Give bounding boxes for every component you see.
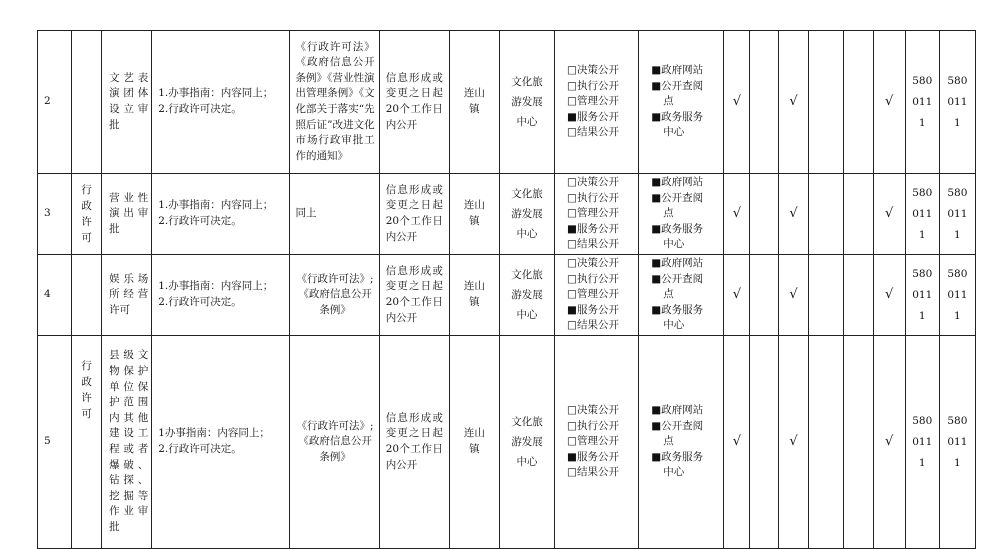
channel-option: ■政府网站 xyxy=(651,176,704,189)
code-cell xyxy=(939,31,975,174)
item-name-cell xyxy=(102,255,152,336)
disclosure-option: ■服务公开 xyxy=(567,303,619,316)
disclosure-option: □管理公开 xyxy=(567,288,619,301)
channel-option-cont: 中心 xyxy=(663,126,685,139)
item-name-cell xyxy=(102,31,152,174)
code-text: 5800111 xyxy=(912,74,933,129)
category-cell xyxy=(72,31,102,174)
channel-option-cont: 中心 xyxy=(663,238,685,251)
channel-option: ■公开查阅 xyxy=(651,79,704,92)
check-cell: √ xyxy=(873,174,905,255)
procedure-cell xyxy=(152,255,289,336)
channel-cell xyxy=(639,31,724,174)
disclosure-option: □结果公开 xyxy=(567,466,619,479)
row-number: 4 xyxy=(38,255,72,336)
code-cell xyxy=(905,255,939,336)
check-cell xyxy=(750,336,779,549)
channel-option-cont: 中心 xyxy=(663,319,685,332)
check-cell: √ xyxy=(779,255,808,336)
table-row xyxy=(38,255,976,336)
category-cell xyxy=(72,255,102,336)
category-cell xyxy=(72,336,102,549)
code-cell xyxy=(905,31,939,174)
dept-text: 文化旅游发展中心 xyxy=(511,269,543,321)
code-text: 5800111 xyxy=(947,186,968,241)
disclosure-option: ■服务公开 xyxy=(567,110,619,123)
code-text: 5800111 xyxy=(912,186,933,241)
check-cell xyxy=(843,336,873,549)
code-text: 5800111 xyxy=(947,267,968,322)
disclosure-option: ■服务公开 xyxy=(567,222,619,235)
disclosure-option: □执行公开 xyxy=(567,419,619,432)
check-cell xyxy=(750,255,779,336)
procedure-cell xyxy=(152,31,289,174)
term-text: 信息形成或变更之日起20个工作日内公开 xyxy=(385,71,443,131)
channel-option-cont: 点 xyxy=(663,435,674,448)
channel-option-cont: 点 xyxy=(663,207,674,220)
row-number: 3 xyxy=(38,174,72,255)
table-row xyxy=(38,174,976,255)
town-cell xyxy=(449,174,499,255)
disclosure-option: □执行公开 xyxy=(567,272,619,285)
term-cell xyxy=(379,336,449,549)
item-name: 营业性演出审批 xyxy=(109,191,149,235)
code-text: 5800111 xyxy=(947,414,968,469)
channel-option: ■政务服务 xyxy=(651,303,704,316)
dept-cell xyxy=(499,31,554,174)
disclosure-table xyxy=(37,30,976,549)
channel-option: ■政务服务 xyxy=(651,450,704,463)
town-cell xyxy=(449,336,499,549)
disclosure-option: □决策公开 xyxy=(567,404,619,417)
code-cell xyxy=(905,174,939,255)
check-cell: √ xyxy=(724,255,750,336)
row-number: 2 xyxy=(38,31,72,174)
dept-text: 文化旅游发展中心 xyxy=(511,76,543,128)
disclosure-type-cell xyxy=(555,336,639,549)
code-cell xyxy=(939,174,975,255)
table-row xyxy=(38,336,976,549)
procedure-line: 1办事指南：内容同上； xyxy=(158,427,270,440)
check-cell: √ xyxy=(779,336,808,549)
channel-option: ■政府网站 xyxy=(651,64,704,77)
check-cell: √ xyxy=(724,336,750,549)
term-cell xyxy=(379,174,449,255)
check-cell xyxy=(843,255,873,336)
dept-text: 文化旅游发展中心 xyxy=(511,416,543,468)
channel-option-cont: 中心 xyxy=(663,466,685,479)
disclosure-type-cell xyxy=(555,31,639,174)
disclosure-option: □决策公开 xyxy=(567,64,619,77)
code-cell xyxy=(939,336,975,549)
check-cell: √ xyxy=(724,31,750,174)
check-cell: √ xyxy=(873,336,905,549)
disclosure-option: □管理公开 xyxy=(567,207,619,220)
channel-option-cont: 点 xyxy=(663,95,674,108)
category-text: 行政许可 xyxy=(81,360,92,420)
disclosure-option: □结果公开 xyxy=(567,319,619,332)
procedure-line: 1.办事指南：内容同上； xyxy=(158,87,274,100)
town-text: 连山镇 xyxy=(463,427,485,455)
check-cell xyxy=(808,31,843,174)
check-cell xyxy=(808,174,843,255)
check-cell xyxy=(843,174,873,255)
disclosure-type-cell xyxy=(555,255,639,336)
term-cell xyxy=(379,31,449,174)
check-cell xyxy=(750,174,779,255)
channel-option: ■公开查阅 xyxy=(651,419,704,432)
disclosure-option: □结果公开 xyxy=(567,238,619,251)
check-cell: √ xyxy=(724,174,750,255)
channel-option: ■政务服务 xyxy=(651,110,704,123)
dept-cell xyxy=(499,174,554,255)
channel-option: ■公开查阅 xyxy=(651,191,704,204)
disclosure-option: □管理公开 xyxy=(567,95,619,108)
code-cell xyxy=(905,336,939,549)
channel-cell xyxy=(639,255,724,336)
channel-option: ■政府网站 xyxy=(651,257,704,270)
item-name-cell xyxy=(102,336,152,549)
table-row xyxy=(38,31,976,174)
disclosure-option: □管理公开 xyxy=(567,435,619,448)
row-number: 5 xyxy=(38,336,72,549)
procedure-line: 1.办事指南：内容同上； xyxy=(158,199,274,212)
dept-cell xyxy=(499,255,554,336)
town-cell xyxy=(449,255,499,336)
code-text: 5800111 xyxy=(912,414,933,469)
check-cell: √ xyxy=(873,31,905,174)
channel-option-cont: 点 xyxy=(663,288,674,301)
channel-option: ■政务服务 xyxy=(651,222,704,235)
basis-cell: 《行政许可法》《政府信息公开条例》《营业性演出管理条例》《文化部关于落实“先照后证”改进文化市场行政审批工作的通知》 xyxy=(289,31,379,174)
check-cell xyxy=(808,336,843,549)
disclosure-option: ■服务公开 xyxy=(567,450,619,463)
disclosure-option: □决策公开 xyxy=(567,257,619,270)
channel-option: ■公开查阅 xyxy=(651,272,704,285)
category-text: 行政许可 xyxy=(81,183,92,244)
channel-cell xyxy=(639,336,724,549)
code-text: 5800111 xyxy=(947,74,968,129)
term-text: 信息形成或变更之日起20个工作日内公开 xyxy=(385,411,443,471)
town-text: 连山镇 xyxy=(463,199,485,227)
town-text: 连山镇 xyxy=(463,280,485,308)
code-cell xyxy=(939,255,975,336)
dept-text: 文化旅游发展中心 xyxy=(511,188,543,240)
item-name: 文艺表演团体设立审批 xyxy=(109,71,149,131)
item-name: 娱乐场所经营许可 xyxy=(109,272,149,316)
check-cell xyxy=(843,31,873,174)
category-cell xyxy=(72,174,102,255)
term-cell xyxy=(379,255,449,336)
check-cell: √ xyxy=(873,255,905,336)
check-cell: √ xyxy=(779,174,808,255)
procedure-line: 2.行政许可决定。 xyxy=(158,443,242,455)
procedure-line: 2.行政许可决定。 xyxy=(158,103,242,115)
basis-cell: 《行政许可法》;《政府信息公开条例》 xyxy=(289,255,379,336)
term-text: 信息形成或变更之日起20个工作日内公开 xyxy=(385,264,443,324)
channel-cell xyxy=(639,174,724,255)
procedure-cell xyxy=(152,336,289,549)
basis-cell: 同上 xyxy=(289,174,379,255)
town-text: 连山镇 xyxy=(463,87,485,115)
procedure-line: 1.办事指南：内容同上； xyxy=(158,280,274,293)
disclosure-option: □执行公开 xyxy=(567,191,619,204)
item-name: 县级文物保护单位保护范围内其他建设工程或者爆破、钻探、挖掘等作业审批 xyxy=(109,349,149,533)
disclosure-type-cell xyxy=(555,174,639,255)
check-cell xyxy=(750,31,779,174)
disclosure-option: □执行公开 xyxy=(567,79,619,92)
dept-cell xyxy=(499,336,554,549)
channel-option: ■政府网站 xyxy=(651,404,704,417)
procedure-cell xyxy=(152,174,289,255)
term-text: 信息形成或变更之日起20个工作日内公开 xyxy=(385,183,443,243)
item-name-cell xyxy=(102,174,152,255)
check-cell: √ xyxy=(779,31,808,174)
disclosure-option: □决策公开 xyxy=(567,176,619,189)
basis-cell: 《行政许可法》;《政府信息公开条例》 xyxy=(289,336,379,549)
check-cell xyxy=(808,255,843,336)
code-text: 5800111 xyxy=(912,267,933,322)
town-cell xyxy=(449,31,499,174)
procedure-line: 2.行政许可决定。 xyxy=(158,296,242,308)
procedure-line: 2.行政许可决定。 xyxy=(158,215,242,227)
disclosure-option: □结果公开 xyxy=(567,126,619,139)
